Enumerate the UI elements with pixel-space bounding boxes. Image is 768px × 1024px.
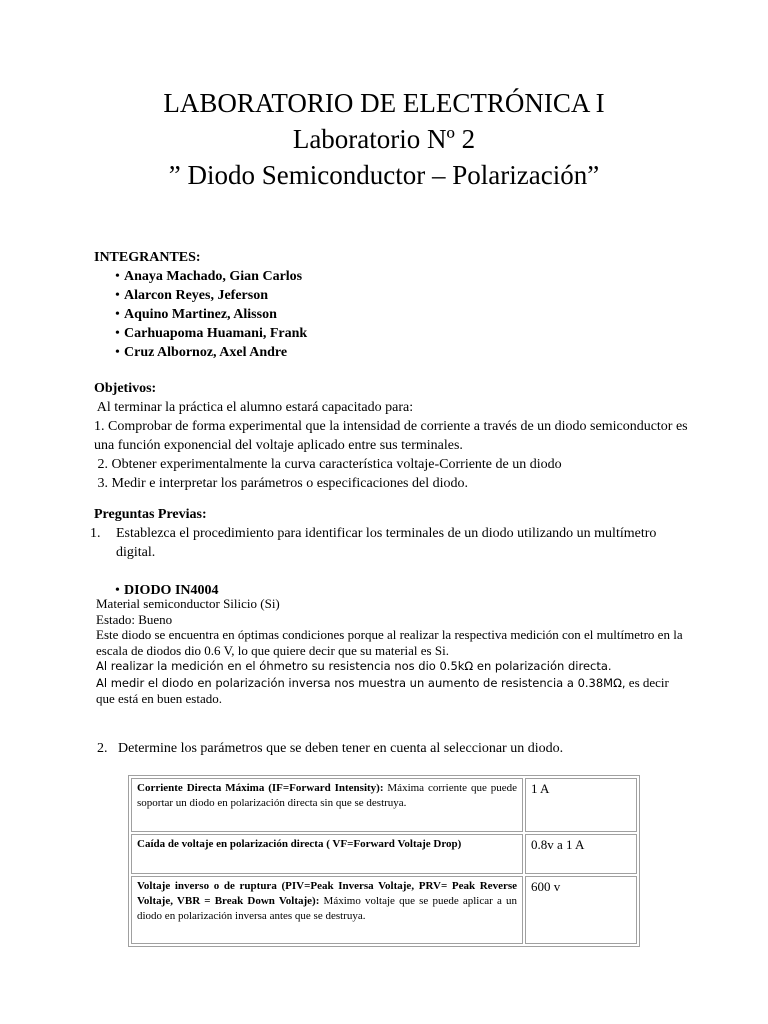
diodo-description xyxy=(96,596,686,707)
objectives-intro: Al terminar la práctica el alumno estará capacitado para: xyxy=(94,400,414,415)
members-heading: INTEGRANTES: xyxy=(94,250,201,265)
param-description xyxy=(131,778,523,832)
member-item: • Alarcon Reyes, Jeferson xyxy=(94,286,694,305)
objective-text: Comprobar de forma experimental que la intensidad de corriente a través de un diodo semiconductor es una función exponencial del voltaje aplicado entre sus terminales. xyxy=(94,419,688,453)
member-item: • Aquino Martinez, Alisson xyxy=(94,305,694,324)
table-row xyxy=(131,876,637,944)
diodo-inverse-a: Al medir el diodo en polarización inversa nos muestra un aumento de resistencia a 0.38MΩ, xyxy=(96,675,626,690)
param-description xyxy=(131,834,523,874)
diodo-inverse-line xyxy=(96,675,686,707)
objective-item xyxy=(94,474,694,493)
param-term: Voltaje inverso o de ruptura (PIV=Peak Inversa Voltaje, PRV= Peak Reverse Voltaje, VBR = Break Down Voltaje): xyxy=(137,880,517,907)
question-text: Establezca el procedimiento para identificar los terminales de un diodo utilizando un multímetro digital. xyxy=(116,526,657,560)
param-description xyxy=(131,876,523,944)
param-value: 600 v xyxy=(525,876,637,944)
table-row xyxy=(131,834,637,874)
members-list xyxy=(94,267,694,362)
param-text: Máximo voltaje que se puede aplicar a un diodo en polarización inversa antes que se destruya. xyxy=(137,895,517,922)
members-section xyxy=(94,248,694,362)
objective-text: Obtener experimentalmente la curva característica voltaje-Corriente de un diodo xyxy=(111,457,562,472)
diodo-line: Estado: Bueno xyxy=(96,611,173,627)
param-term: Corriente Directa Máxima (IF=Forward Intensity): xyxy=(137,782,384,794)
param-value: 1 A xyxy=(525,778,637,832)
param-value: 0.8v a 1 A xyxy=(525,834,637,874)
question-number: 2. xyxy=(97,741,108,756)
member-item: • Anaya Machado, Gian Carlos xyxy=(94,267,694,286)
lab-number: Laboratorio Nº 2 xyxy=(292,124,476,154)
question-text: Determine los parámetros que se deben tener en cuenta al seleccionar un diodo. xyxy=(118,741,564,756)
previous-heading: Preguntas Previas: xyxy=(94,507,207,522)
objectives-section xyxy=(94,379,694,493)
diodo-ohm-line: Al realizar la medición en el óhmetro su resistencia nos dio 0.5kΩ en polarización directa. xyxy=(96,658,612,673)
diodo-heading: • DIODO IN4004 xyxy=(94,581,694,600)
diodo-inverse-b: es decir que está en buen estado. xyxy=(96,674,669,707)
objective-text: Medir e interpretar los parámetros o especificaciones del diodo. xyxy=(111,476,468,491)
member-item: • Carhuapoma Huamani, Frank xyxy=(94,324,694,343)
previous-questions-section xyxy=(90,505,694,600)
question-number: 1. xyxy=(90,526,101,541)
objective-number: 1. xyxy=(94,419,105,434)
objective-number: 3. xyxy=(97,476,108,491)
lab-topic: ” Diodo Semiconductor – Polarización” xyxy=(168,160,600,190)
param-text: Máxima corriente que puede soportar un diodo en polarización directa sin que se destruya. xyxy=(137,782,517,809)
parameters-table xyxy=(128,775,640,947)
member-item: • Cruz Albornoz, Axel Andre xyxy=(94,343,694,362)
diodo-line: Este diodo se encuentra en óptimas condiciones porque al realizar la respectiva medición con el multímetro en la escala de diodos dio 0.6 V, lo que quiere decir que su material es Si. xyxy=(96,627,683,659)
course-title: LABORATORIO DE ELECTRÓNICA I xyxy=(163,88,605,118)
diodo-line: Material semiconductor Silicio (Si) xyxy=(96,596,280,611)
question-item xyxy=(97,739,697,758)
objective-item xyxy=(94,455,694,474)
question-item xyxy=(90,524,694,562)
objective-item xyxy=(94,417,694,455)
table-row xyxy=(131,778,637,832)
param-term: Caída de voltaje en polarización directa ( VF=Forward Voltaje Drop) xyxy=(137,838,462,850)
objective-number: 2. xyxy=(97,457,108,472)
objectives-heading: Objetivos: xyxy=(94,381,157,396)
